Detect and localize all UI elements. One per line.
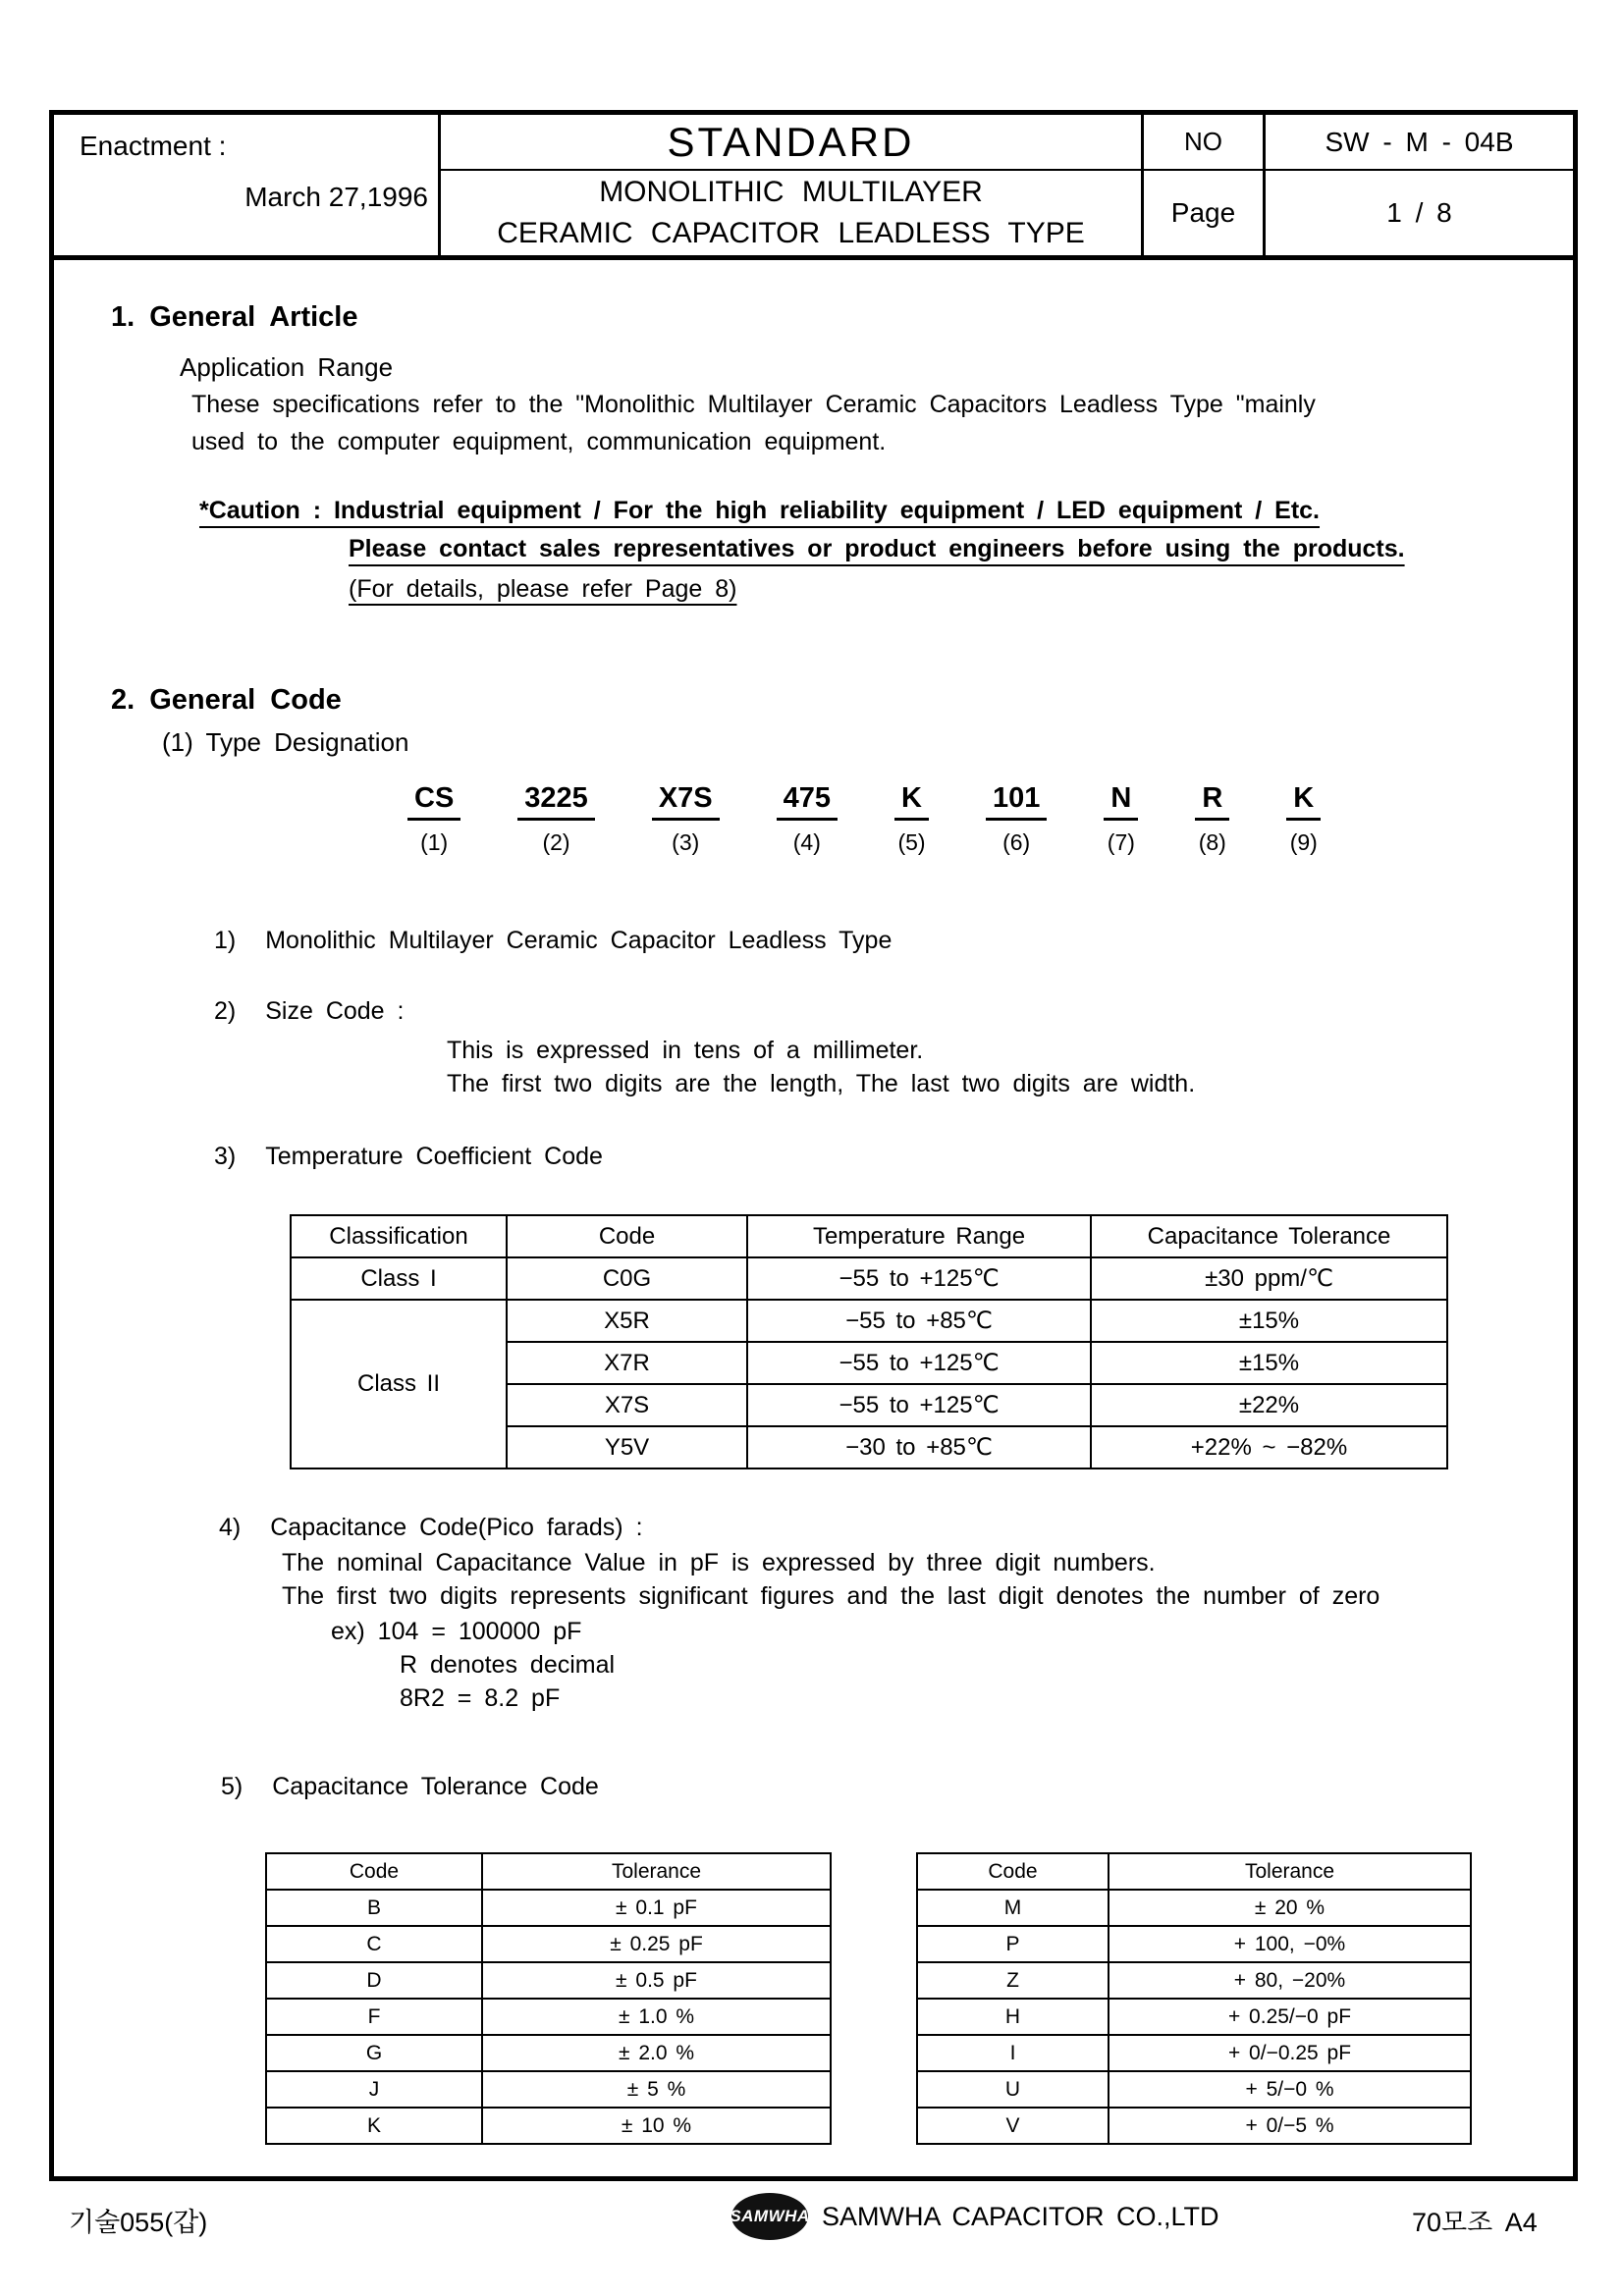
table-row [917, 2035, 1471, 2071]
designation-item [517, 782, 595, 856]
cell-range: −30 to +85℃ [747, 1426, 1091, 1468]
cell-tolerance: ± 0.1 pF [482, 1890, 831, 1926]
cell-tolerance: + 0.25/−0 pF [1109, 1999, 1471, 2035]
footer-company-name: SAMWHA CAPACITOR CO.,LTD [822, 2201, 1219, 2231]
designation-number: (4) [792, 829, 821, 855]
table-row [266, 1890, 831, 1926]
col-cap-tolerance: Capacitance Tolerance [1091, 1215, 1447, 1257]
samwha-logo-icon [731, 2193, 808, 2240]
designation-number: (8) [1198, 829, 1226, 855]
designation-code: R [1195, 782, 1229, 821]
designation-code: K [1286, 782, 1321, 821]
cell-range: −55 to +85℃ [747, 1300, 1091, 1342]
item-2-line1: This is expressed in tens of a millimeter. [447, 1037, 924, 1064]
item-text: Capacitance Tolerance Code [272, 1773, 599, 1800]
cell-tolerance: + 0/−5 % [1109, 2108, 1471, 2144]
cell-tolerance: ± 2.0 % [482, 2035, 831, 2071]
item-1 [214, 926, 892, 955]
col-tolerance: Tolerance [1109, 1853, 1471, 1890]
footer-doc-code: 기술055(갑) [69, 2208, 208, 2237]
cell-tolerance: ±15% [1091, 1342, 1447, 1384]
footer-company-group [731, 2193, 1219, 2240]
tolerance-table-left [265, 1852, 832, 2145]
designation-code: N [1104, 782, 1138, 821]
designation-number: (6) [1002, 829, 1031, 855]
item-text: Size Code : [265, 997, 405, 1025]
table-header-row [917, 1853, 1471, 1890]
caution-line3: (For details, please refer Page 8) [349, 575, 737, 603]
item-number: 2) [214, 997, 237, 1025]
col-code: Code [507, 1215, 747, 1257]
designation-code: K [894, 782, 929, 821]
item-4-line1: The nominal Capacitance Value in pF is expressed by three digit numbers. [282, 1549, 1156, 1576]
col-classification: Classification [291, 1215, 507, 1257]
cell-range: −55 to +125℃ [747, 1384, 1091, 1426]
logo-text: SAMWHA [730, 2207, 810, 2225]
enactment-label: Enactment : [80, 131, 227, 161]
item-4-example3: 8R2 = 8.2 pF [400, 1684, 561, 1712]
cell-tolerance: ± 0.25 pF [482, 1926, 831, 1962]
subtitle-line2: CERAMIC CAPACITOR LEADLESS TYPE [497, 217, 1085, 249]
cell-code: B [266, 1890, 482, 1926]
item-number: 5) [221, 1773, 243, 1800]
table-row [917, 1926, 1471, 1962]
section1-body-line1: These specifications refer to the "Monolithic Multilayer Ceramic Capacitors Leadless Type "mainly [191, 391, 1316, 418]
cell-tolerance: ± 10 % [482, 2108, 831, 2144]
designation-number: (2) [542, 829, 570, 855]
caution-line1: *Caution : Industrial equipment / For the high reliability equipment / LED equipment / Etc. [199, 497, 1321, 524]
cell-tolerance: ±30 ppm/℃ [1091, 1257, 1447, 1300]
application-range-label: Application Range [180, 352, 394, 382]
cell-code: K [266, 2108, 482, 2144]
cell-code: X5R [507, 1300, 747, 1342]
table-row [266, 2108, 831, 2144]
cell-code: F [266, 1999, 482, 2035]
enactment-cell [54, 115, 441, 255]
section1-body-line2: used to the computer equipment, communication equipment. [191, 428, 887, 455]
designation-item [1104, 782, 1138, 856]
item-2 [214, 996, 404, 1026]
doc-subtitle [441, 171, 1144, 255]
table-row [917, 1999, 1471, 2035]
header-table [54, 115, 1573, 260]
designation-code: 101 [986, 782, 1047, 821]
col-tolerance: Tolerance [482, 1853, 831, 1890]
designation-number: (9) [1289, 829, 1318, 855]
table-row [266, 2035, 831, 2071]
cell-code: G [266, 2035, 482, 2071]
item-4-example2: R denotes decimal [400, 1651, 616, 1679]
col-code: Code [266, 1853, 482, 1890]
table-header-row [291, 1215, 1447, 1257]
table-row [291, 1257, 1447, 1300]
table-row [266, 1962, 831, 1999]
cell-tolerance: + 5/−0 % [1109, 2071, 1471, 2108]
designation-number: (7) [1107, 829, 1135, 855]
cell-tolerance: ± 20 % [1109, 1890, 1471, 1926]
cell-tolerance: ±15% [1091, 1300, 1447, 1342]
table-row [266, 1926, 831, 1962]
caution-line2: Please contact sales representatives or product engineers before using the products. [349, 535, 1405, 562]
designation-number: (1) [420, 829, 449, 855]
item-number: 1) [214, 927, 237, 954]
cell-code: X7S [507, 1384, 747, 1426]
footer-paper-code: 70모조 A4 [1412, 2208, 1538, 2237]
cell-code: C [266, 1926, 482, 1962]
designation-code: X7S [652, 782, 720, 821]
cell-tolerance: + 0/−0.25 pF [1109, 2035, 1471, 2071]
section2-heading: 2. General Code [111, 684, 342, 716]
table-row [291, 1300, 1447, 1342]
temp-coefficient-table [290, 1214, 1448, 1469]
type-designation-label: (1) Type Designation [162, 727, 409, 757]
designation-item [1195, 782, 1229, 856]
designation-code: CS [407, 782, 460, 821]
designation-item [652, 782, 720, 856]
cell-code: C0G [507, 1257, 747, 1300]
cell-range: −55 to +125℃ [747, 1257, 1091, 1300]
table-row [917, 1890, 1471, 1926]
designation-code: 475 [777, 782, 838, 821]
item-5 [221, 1772, 599, 1801]
item-4-example1: ex) 104 = 100000 pF [331, 1618, 582, 1645]
enactment-date: March 27,1996 [244, 182, 428, 212]
table-row [266, 1999, 831, 2035]
table-row [917, 1962, 1471, 1999]
standard-title: STANDARD [441, 115, 1144, 171]
page-label: Page [1144, 171, 1266, 255]
table-row [917, 2071, 1471, 2108]
designation-code: 3225 [517, 782, 595, 821]
cell-code: M [917, 1890, 1109, 1926]
item-text: Temperature Coefficient Code [265, 1143, 603, 1170]
cell-code: Z [917, 1962, 1109, 1999]
cell-tolerance: ± 1.0 % [482, 1999, 831, 2035]
designation-item [894, 782, 929, 856]
cell-tolerance: + 80, −20% [1109, 1962, 1471, 1999]
cell-code: U [917, 2071, 1109, 2108]
no-label: NO [1144, 115, 1266, 171]
cell-code: X7R [507, 1342, 747, 1384]
item-text: Capacitance Code(Pico farads) : [270, 1514, 643, 1541]
designation-item [986, 782, 1047, 856]
item-4-line2: The first two digits represents significant figures and the last digit denotes the number of zero [282, 1582, 1380, 1610]
no-value: SW - M - 04B [1266, 115, 1573, 171]
cell-code: I [917, 2035, 1109, 2071]
cell-classification: Class II [291, 1300, 507, 1468]
cell-tolerance: ± 5 % [482, 2071, 831, 2108]
designation-number: (3) [672, 829, 700, 855]
designation-item [1286, 782, 1321, 856]
cell-code: Y5V [507, 1426, 747, 1468]
cell-code: V [917, 2108, 1109, 2144]
table-row [917, 2108, 1471, 2144]
item-2-line2: The first two digits are the length, The last two digits are width. [447, 1070, 1196, 1097]
cell-code: H [917, 1999, 1109, 2035]
cell-tolerance: + 100, −0% [1109, 1926, 1471, 1962]
table-header-row [266, 1853, 831, 1890]
item-text: Monolithic Multilayer Ceramic Capacitor Leadless Type [265, 927, 893, 954]
cell-tolerance: ±22% [1091, 1384, 1447, 1426]
col-code: Code [917, 1853, 1109, 1890]
cell-tolerance: +22% ~ −82% [1091, 1426, 1447, 1468]
designation-item [777, 782, 838, 856]
cell-tolerance: ± 0.5 pF [482, 1962, 831, 1999]
page-number: 1 / 8 [1386, 197, 1452, 228]
type-designation-codes [407, 782, 1321, 856]
cell-code: J [266, 2071, 482, 2108]
cell-code: D [266, 1962, 482, 1999]
subtitle-line1: MONOLITHIC MULTILAYER [599, 176, 983, 208]
col-temp-range: Temperature Range [747, 1215, 1091, 1257]
cell-classification: Class I [291, 1257, 507, 1300]
tolerance-table-right [916, 1852, 1472, 2145]
cell-range: −55 to +125℃ [747, 1342, 1091, 1384]
designation-item [407, 782, 460, 856]
item-number: 4) [219, 1514, 242, 1541]
cell-code: P [917, 1926, 1109, 1962]
item-3 [214, 1142, 603, 1171]
table-row [266, 2071, 831, 2108]
item-4 [219, 1513, 643, 1542]
designation-number: (5) [897, 829, 926, 855]
doc-frame [49, 110, 1578, 2181]
section1-heading: 1. General Article [111, 301, 358, 333]
item-number: 3) [214, 1143, 237, 1170]
